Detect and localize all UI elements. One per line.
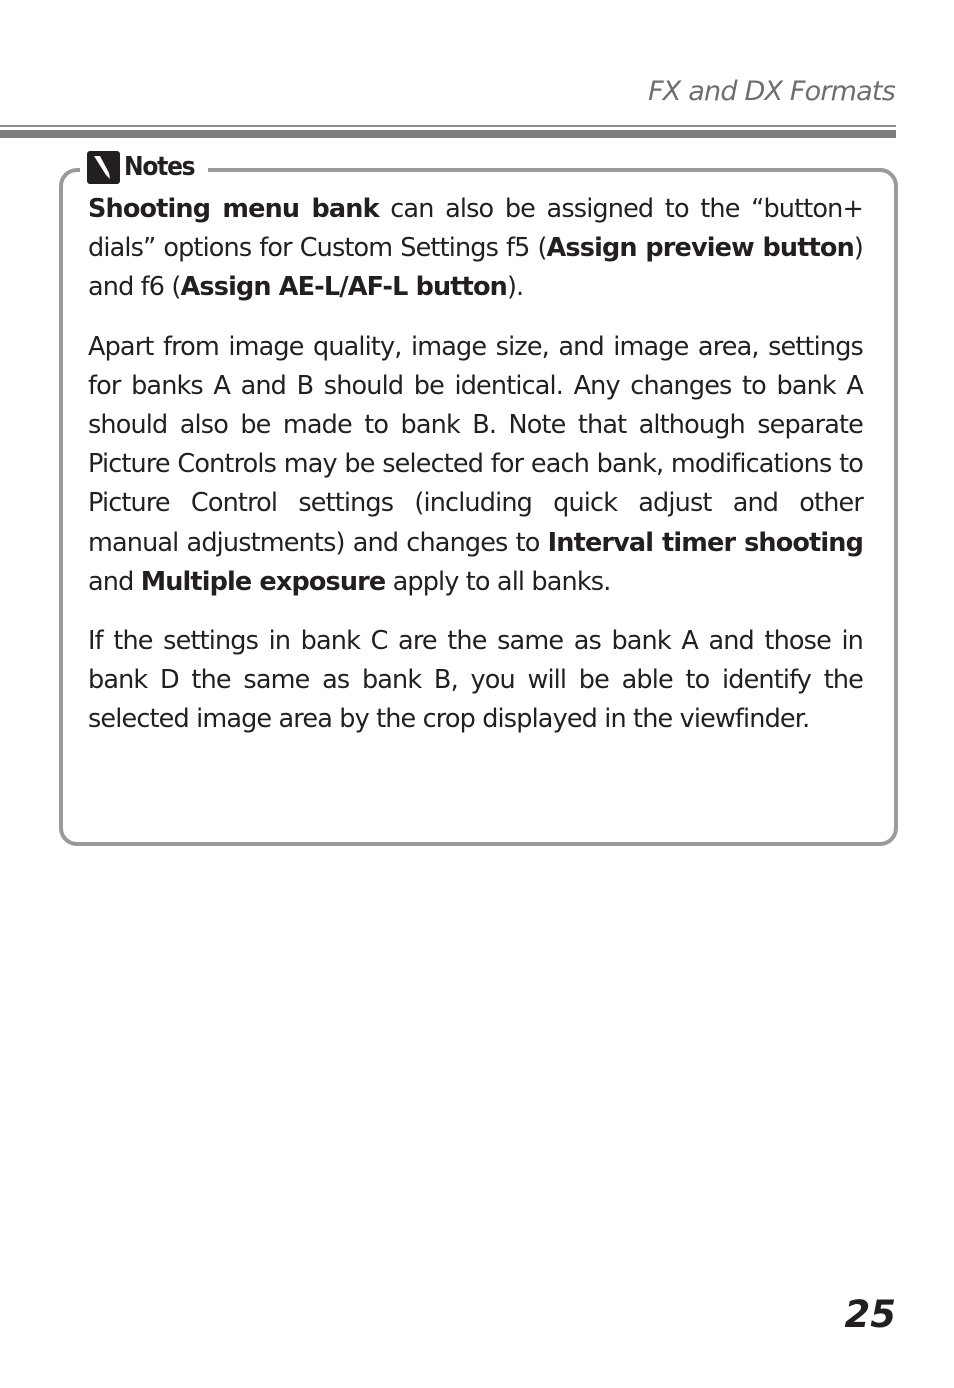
page-number: 25 <box>844 1293 896 1336</box>
term-shooting-menu-bank: Shooting menu bank <box>88 194 379 224</box>
header-rule-thin <box>0 125 896 127</box>
text-segment: apply to all banks. <box>385 566 611 597</box>
running-head: FX and DX Formats <box>648 76 895 107</box>
notes-body <box>88 190 863 760</box>
notes-paragraph-1 <box>88 190 863 308</box>
note-pencil-icon <box>87 151 120 184</box>
notes-paragraph-3 <box>88 622 863 740</box>
notes-title: Notes <box>124 152 195 182</box>
text-segment: ) and f6 ( <box>88 233 863 303</box>
text-segment: If the settings in bank C are the same as bank A and those in bank D the same as bank B, you will be able to identify the selected image area by the crop displayed in the viewfinder. <box>88 626 863 735</box>
text-segment: and <box>88 566 141 597</box>
text-segment: Apart from image quality, image size, and image area, settings for banks A and B should be identical. Any changes to bank A should also be made to bank B. Note that although separate Picture Controls may be selected for each bank, modifications to Picture Control settings (including quick adjust and other manual adjustments) and changes to <box>88 331 863 558</box>
term-interval-timer-shooting: Interval timer shooting <box>547 527 863 558</box>
notes-paragraph-2 <box>88 328 863 602</box>
text-segment: ). <box>506 272 524 303</box>
notes-heading <box>80 148 208 186</box>
text-segment: can also be assigned to the “button+ dials” options for Custom Settings f5 ( <box>88 194 863 264</box>
term-multiple-exposure: Multiple exposure <box>140 566 386 597</box>
term-assign-preview-button: Assign preview button <box>546 233 854 264</box>
header-rule-thick <box>0 130 896 138</box>
term-assign-ae-l-af-l-button: Assign AE-L/AF-L button <box>180 272 507 303</box>
